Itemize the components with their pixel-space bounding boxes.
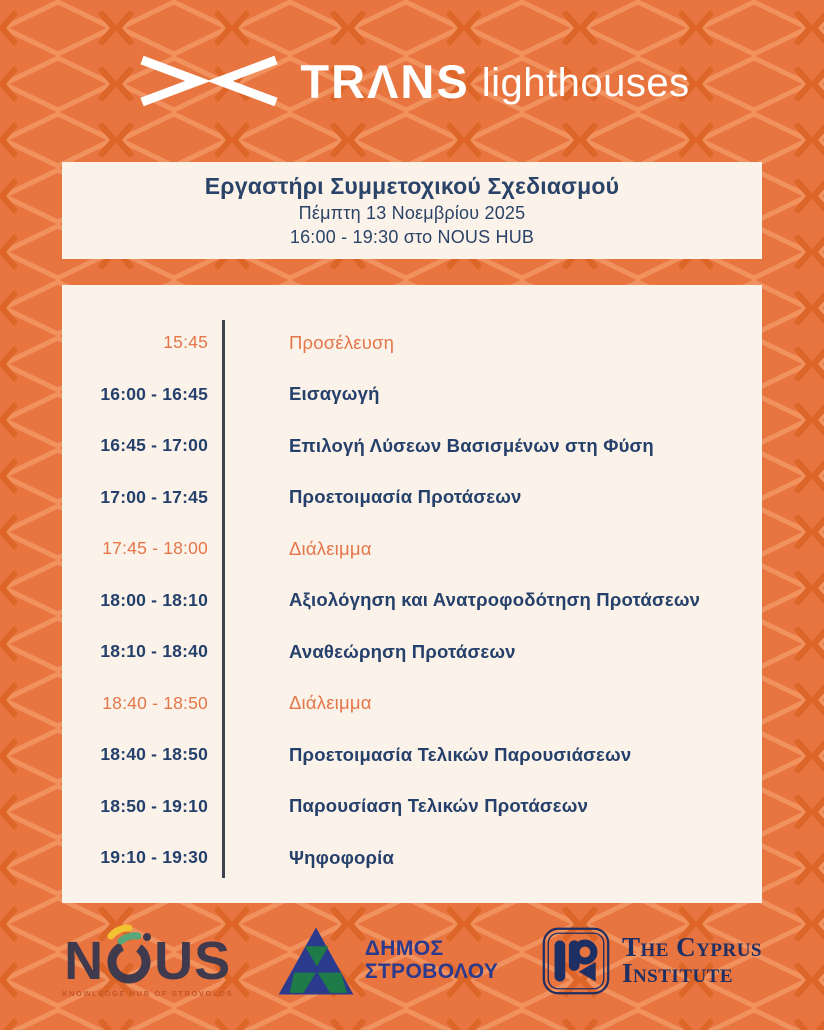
strovolos-text (365, 938, 499, 982)
nous-tagline: KNOWLEDGE HUB OF STROVOLOS (62, 988, 234, 998)
schedule-time: 16:45 - 17:00 (100, 435, 208, 456)
brand-subname: lighthouses (481, 61, 690, 105)
schedule-time: 18:40 - 18:50 (102, 692, 208, 713)
schedule-divider-line (222, 320, 225, 878)
brand-name: TRΛNS (300, 54, 470, 108)
schedule-row (62, 832, 762, 884)
schedule-activity: Αξιολόγηση και Ανατροφοδότηση Προτάσεων (289, 589, 701, 611)
schedule-activity: Αναθεώρηση Προτάσεων (289, 640, 516, 662)
schedule-row (62, 729, 762, 781)
cyprus-institute-text-line1: The Cyprus (621, 931, 762, 962)
nous-o-icon (105, 924, 153, 986)
strovolos-municipality-logo (277, 926, 499, 996)
event-time-venue: 16:00 - 19:30 στο NOUS HUB (289, 227, 535, 247)
schedule-time: 18:50 - 19:10 (100, 795, 208, 816)
partner-logos (0, 903, 824, 1030)
cyprus-institute-badge-icon (542, 927, 610, 995)
event-title: Εργαστήρι Συμμετοχικού Σχεδιασμού (204, 173, 620, 199)
schedule-card (62, 285, 762, 903)
schedule-activity: Ψηφοφορία (289, 846, 395, 868)
schedule-time: 19:10 - 19:30 (100, 847, 208, 868)
schedule-row (62, 626, 762, 678)
schedule-activity: Προσέλευση (289, 331, 395, 353)
schedule-activity: Διάλειμμα (289, 537, 372, 559)
event-title-card (62, 162, 762, 259)
nous-letter-n: N (64, 930, 105, 991)
strovolos-text-line2: ΣΤΡΟΒΟΛΟΥ (364, 959, 499, 983)
schedule-time: 17:45 - 18:00 (102, 538, 208, 559)
schedule-activity: Εισαγωγή (289, 383, 380, 405)
schedule-time: 18:40 - 18:50 (100, 744, 208, 765)
schedule-row (62, 420, 762, 472)
cyprus-institute-logo (542, 927, 762, 995)
schedule-row (62, 575, 762, 627)
schedule-time: 15:45 (163, 332, 208, 353)
cyprus-institute-text-line2: Institute (621, 957, 734, 988)
schedule-time: 17:00 - 17:45 (100, 486, 208, 507)
schedule-row (62, 369, 762, 421)
schedule-time: 18:00 - 18:10 (100, 589, 208, 610)
schedule-activity: Προετοιμασία Προτάσεων (289, 486, 522, 508)
brand-chevrons-icon (134, 54, 284, 108)
strovolos-triangle-icon (277, 926, 355, 996)
schedule-activity: Διάλειμμα (289, 692, 372, 714)
brand-logo (0, 0, 824, 162)
schedule-time: 16:00 - 16:45 (100, 383, 208, 404)
nous-wordmark (64, 924, 232, 991)
strovolos-text-line1: ΔΗΜΟΣ (364, 937, 444, 961)
schedule-time: 18:10 - 18:40 (100, 641, 208, 662)
nous-letters-us: US (154, 930, 232, 991)
event-date: Πέμπτη 13 Νοεμβρίου 2025 (298, 203, 526, 223)
nous-logo (62, 924, 233, 998)
schedule-rows (62, 317, 762, 884)
schedule-activity: Επιλογή Λύσεων Βασισμένων στη Φύση (289, 434, 654, 456)
schedule-row (62, 472, 762, 524)
schedule-row (62, 678, 762, 730)
cyprus-institute-text (621, 931, 762, 988)
schedule-row (62, 523, 762, 575)
schedule-activity: Προετοιμασία Τελικών Παρουσιάσεων (289, 743, 632, 765)
schedule-activity: Παρουσίαση Τελικών Προτάσεων (289, 795, 589, 817)
schedule-row (62, 317, 762, 369)
schedule-row (62, 781, 762, 833)
